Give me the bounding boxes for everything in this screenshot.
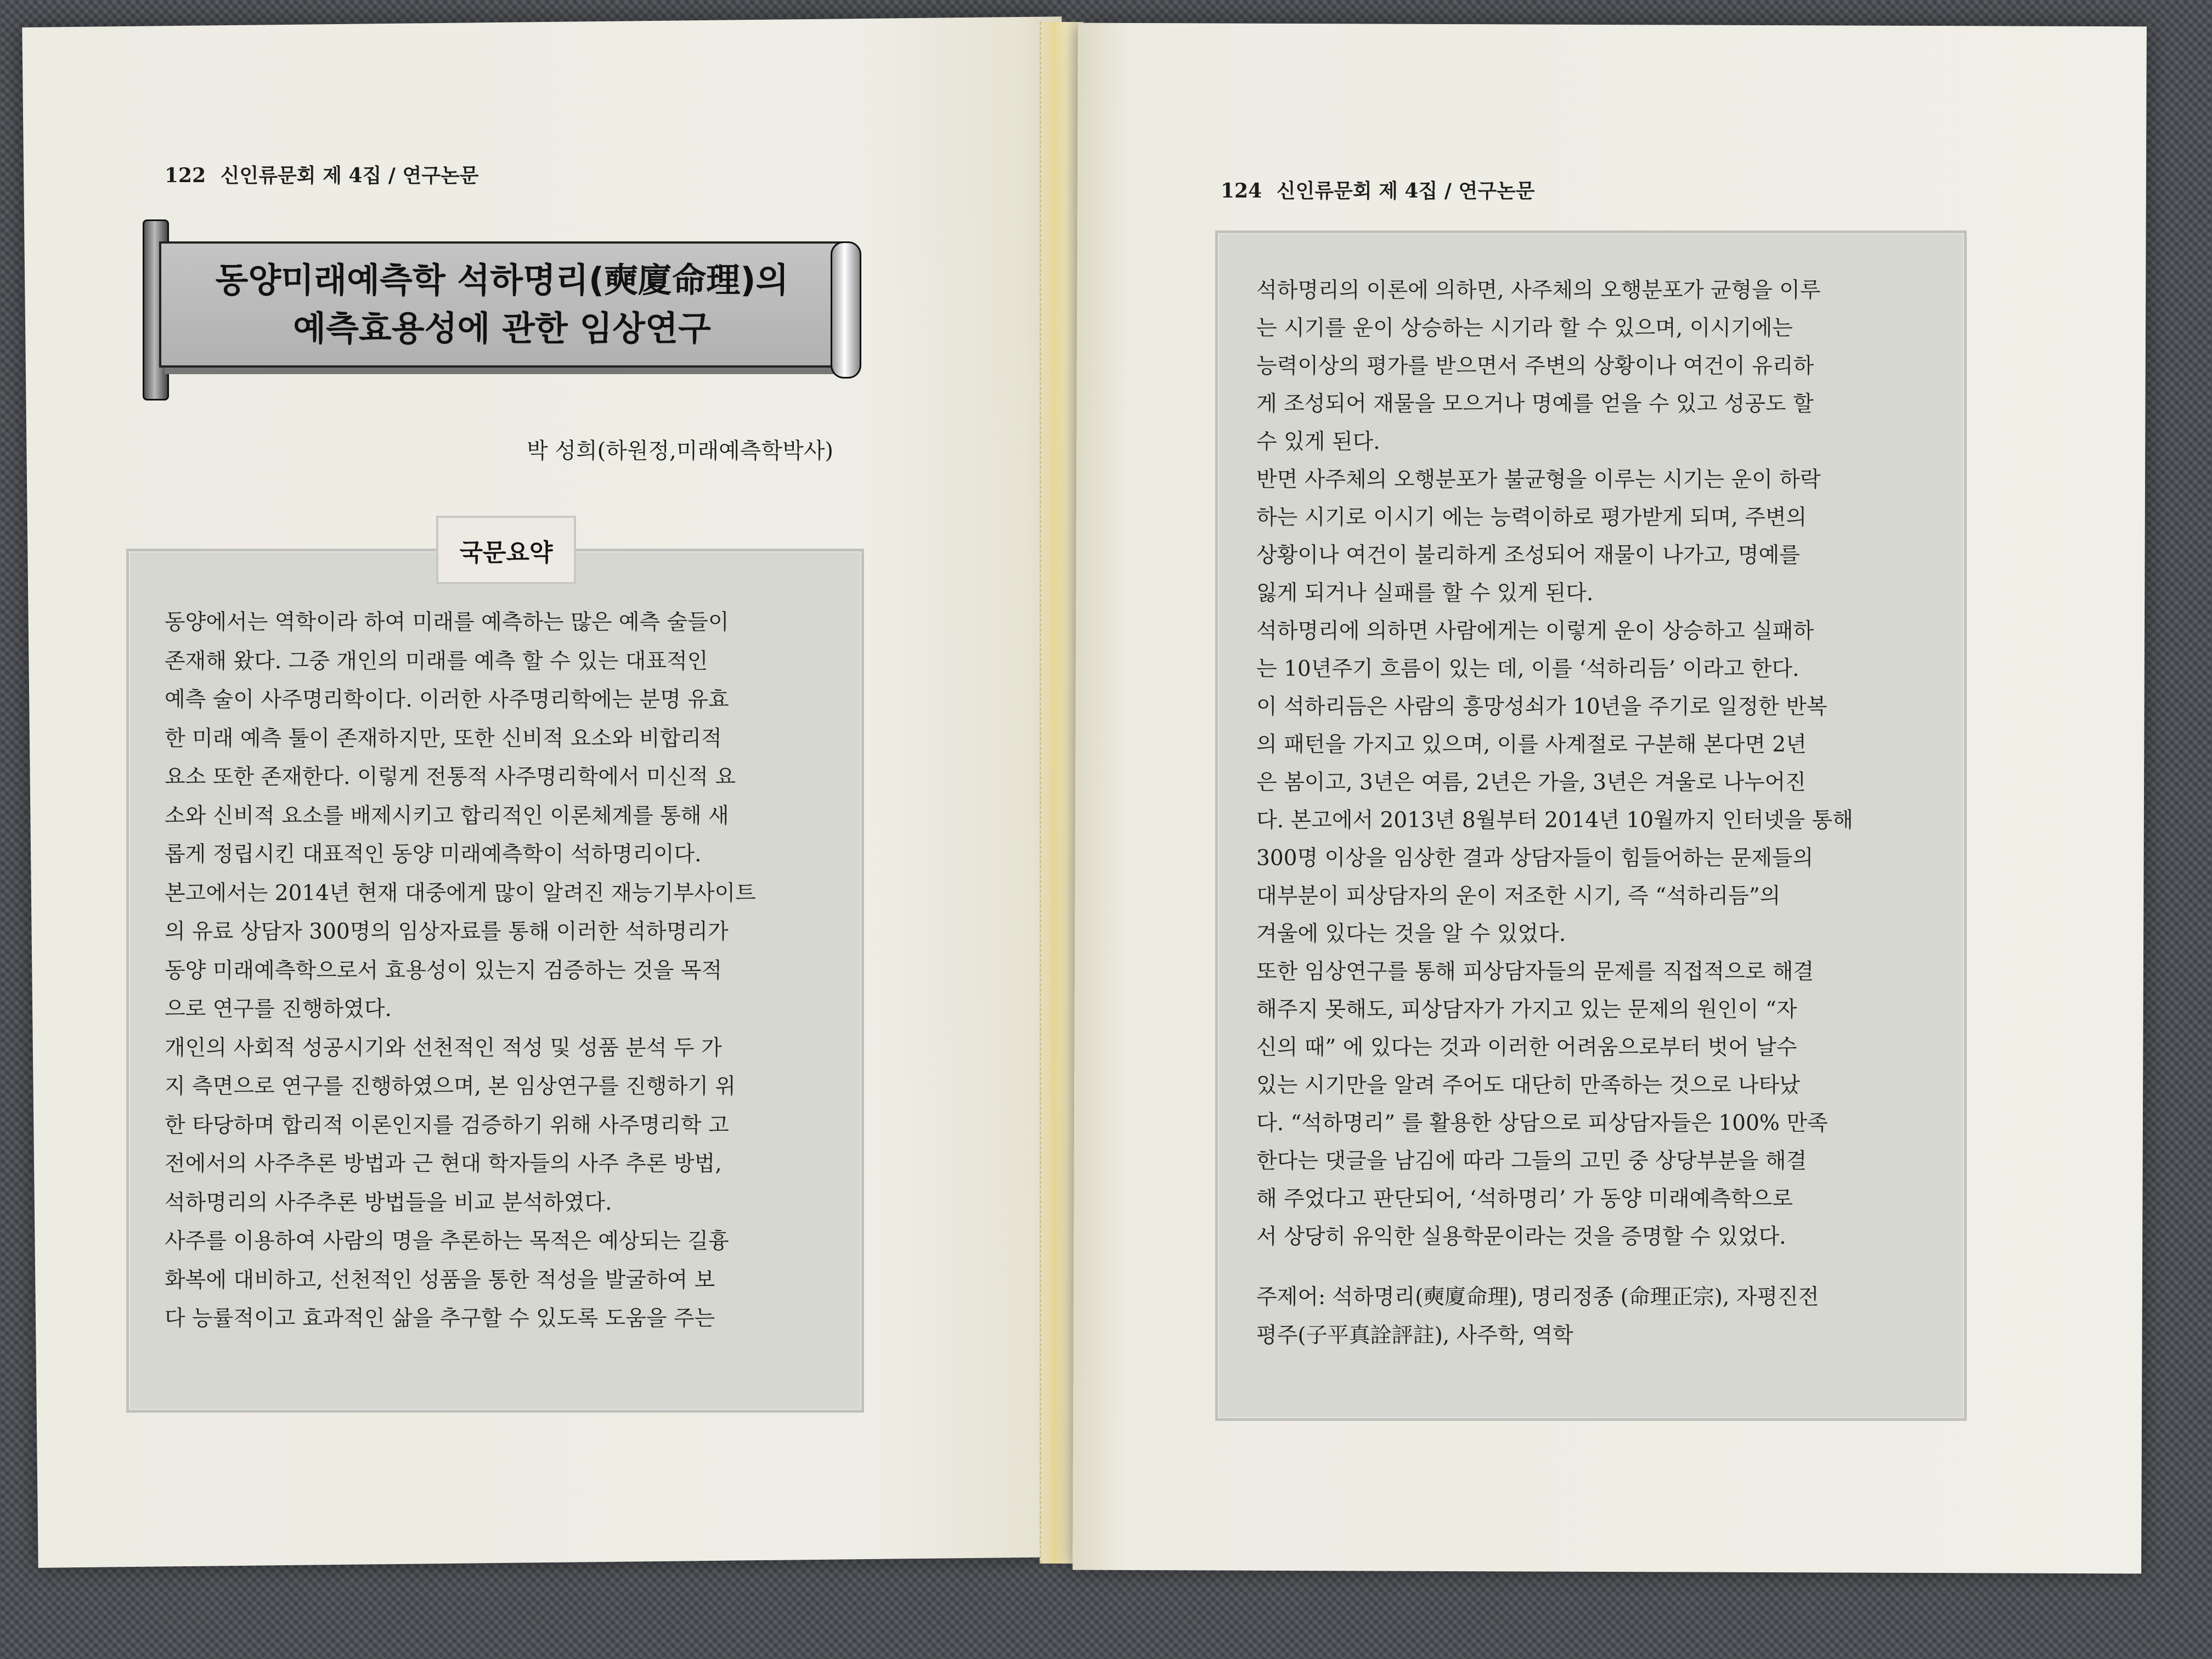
- abstract-line: 사주를 이용하여 사람의 명을 추론하는 목적은 예상되는 길흉: [165, 1229, 729, 1254]
- abstract-line: 화복에 대비하고, 선천적인 성품을 통한 적성을 발굴하여 보: [165, 1267, 715, 1293]
- abstract-line: 개인의 사회적 성공시기와 선천적인 적성 및 성품 분석 두 가: [165, 1035, 722, 1060]
- summary-line: 겨울에 있다는 것을 알 수 있었다.: [1256, 922, 1566, 946]
- keywords-line: 주제어: 석하명리(奭廈命理), 명리정종 (命理正宗), 자평진전: [1256, 1285, 1819, 1310]
- abstract-line: 존재해 왔다. 그중 개인의 미래를 예측 할 수 있는 대표적인: [165, 648, 708, 674]
- abstract-line: 다 능률적이고 효과적인 삶을 추구할 수 있도록 도움을 주는: [165, 1306, 715, 1331]
- left-page-number: 122: [165, 164, 206, 187]
- summary-line: 은 봄이고, 3년은 여름, 2년은 가을, 3년은 겨울로 나누어진: [1256, 770, 1806, 795]
- abstract-line: 한 타당하며 합리적 이론인지를 검증하기 위해 사주명리학 고: [165, 1113, 729, 1138]
- paper-title-line1: 동양미래예측학 석하명리(奭廈命理)의: [215, 260, 789, 300]
- keywords: [1256, 1278, 1942, 1355]
- summary-line: 한다는 댓글을 남김에 따라 그들의 고민 중 상당부분을 해결: [1256, 1149, 1807, 1173]
- summary-line: 대부분이 피상담자의 운이 저조한 시기, 즉 “석하리듬”의: [1256, 884, 1781, 909]
- summary-line: 석하명리에 의하면 사람에게는 이렇게 운이 상승하고 실패하: [1256, 619, 1814, 644]
- summary-line: 해 주었다고 판단되어, ‘석하명리’ 가 동양 미래예측학으로: [1256, 1187, 1793, 1211]
- keywords-line: 평주(子平真詮評註), 사주학, 역학: [1256, 1323, 1573, 1348]
- summary-line: 해주지 못해도, 피상담자가 가지고 있는 문제의 원인이 “자: [1256, 997, 1797, 1022]
- summary-line: 300명 이상을 임상한 결과 상담자들이 힘들어하는 문제들의: [1256, 846, 1814, 871]
- author-line: 박 성희(하원정,미래예측학박사): [527, 438, 833, 464]
- summary-text: [1256, 272, 1942, 1256]
- summary-line: 이 석하리듬은 사람의 흥망성쇠가 10년을 주기로 일정한 반복: [1256, 695, 1827, 719]
- abstract-label: 국문요약: [436, 516, 576, 584]
- abstract-line: 롭게 정립시킨 대표적인 동양 미래예측학이 석하명리이다.: [165, 842, 702, 867]
- abstract-line: 전에서의 사주추론 방법과 근 현대 학자들의 사주 추론 방법,: [165, 1152, 722, 1176]
- summary-line: 능력이상의 평가를 받으면서 주변의 상황이나 여건이 유리하: [1256, 354, 1814, 379]
- abstract-line: 예측 술이 사주명리학이다. 이러한 사주명리학에는 분명 유효: [165, 687, 729, 712]
- title-scroll: [137, 219, 872, 379]
- summary-line: 상황이나 여건이 불리하게 조성되어 재물이 나가고, 명예를: [1256, 543, 1800, 568]
- abstract-line: 지 측면으로 연구를 진행하였으며, 본 임상연구를 진행하기 위: [165, 1074, 736, 1099]
- abstract-line: 동양에서는 역학이라 하여 미래를 예측하는 많은 예측 술들이: [165, 610, 729, 635]
- scroll-roll-right-icon: [831, 241, 861, 379]
- title-banner: [159, 241, 845, 368]
- abstract-line: 요소 또한 존재한다. 이렇게 전통적 사주명리학에서 미신적 요: [165, 765, 736, 789]
- left-running-head: [165, 160, 479, 188]
- left-running-head-text: 신인류문회 제 4집 / 연구논문: [220, 164, 479, 187]
- summary-line: 다. 본고에서 2013년 8월부터 2014년 10월까지 인터넷을 통해: [1256, 808, 1853, 833]
- summary-line: 는 10년주기 흐름이 있는 데, 이를 ‘석하리듬’ 이라고 한다.: [1256, 657, 1799, 681]
- abstract-line: 으로 연구를 진행하였다.: [165, 997, 392, 1022]
- summary-line: 수 있게 된다.: [1256, 430, 1380, 454]
- abstract-text: [165, 603, 839, 1339]
- summary-line: 서 상당히 유익한 실용학문이라는 것을 증명할 수 있었다.: [1256, 1224, 1786, 1249]
- abstract-line: 의 유료 상담자 300명의 임상자료를 통해 이러한 석하명리가: [165, 919, 729, 944]
- abstract-line: 본고에서는 2014년 현재 대중에게 많이 알려진 재능기부사이트: [165, 881, 756, 906]
- right-running-head-text: 신인류문회 제 4집 / 연구논문: [1276, 179, 1535, 202]
- summary-line: 석하명리의 이론에 의하면, 사주체의 오행분포가 균형을 이루: [1256, 278, 1821, 303]
- summary-line: 신의 때” 에 있다는 것과 이러한 어려움으로부터 벗어 날수: [1256, 1035, 1797, 1060]
- abstract-line: 소와 신비적 요소를 배제시키고 합리적인 이론체계를 통해 새: [165, 803, 729, 828]
- summary-line: 하는 시기로 이시기 에는 능력이하로 평가받게 되며, 주변의: [1256, 505, 1807, 530]
- summary-line: 는 시기를 운이 상승하는 시기라 할 수 있으며, 이시기에는: [1256, 316, 1793, 341]
- right-page-number: 124: [1221, 179, 1262, 202]
- summary-line: 게 조성되어 재물을 모으거나 명예를 얻을 수 있고 성공도 할: [1256, 392, 1814, 416]
- summary-line: 또한 임상연구를 통해 피상담자들의 문제를 직접적으로 해결: [1256, 960, 1814, 984]
- summary-line: 잃게 되거나 실패를 할 수 있게 된다.: [1256, 581, 1594, 606]
- summary-line: 반면 사주체의 오행분포가 불균형을 이루는 시기는 운이 하락: [1256, 467, 1821, 492]
- summary-line: 있는 시기만을 알려 주어도 대단히 만족하는 것으로 나타났: [1256, 1073, 1800, 1098]
- right-running-head: [1221, 176, 1535, 204]
- abstract-line: 한 미래 예측 툴이 존재하지만, 또한 신비적 요소와 비합리적: [165, 726, 722, 751]
- abstract-line: 동양 미래예측학으로서 효용성이 있는지 검증하는 것을 목적: [165, 958, 723, 983]
- summary-line: 다. “석하명리” 를 활용한 상담으로 피상담자들은 100% 만족: [1256, 1111, 1828, 1136]
- abstract-line: 석하명리의 사주추론 방법들을 비교 분석하였다.: [165, 1190, 612, 1215]
- paper-title-line2: 예측효용성에 관한 임상연구: [293, 308, 711, 348]
- summary-line: 의 패턴을 가지고 있으며, 이를 사계절로 구분해 본다면 2년: [1256, 732, 1807, 757]
